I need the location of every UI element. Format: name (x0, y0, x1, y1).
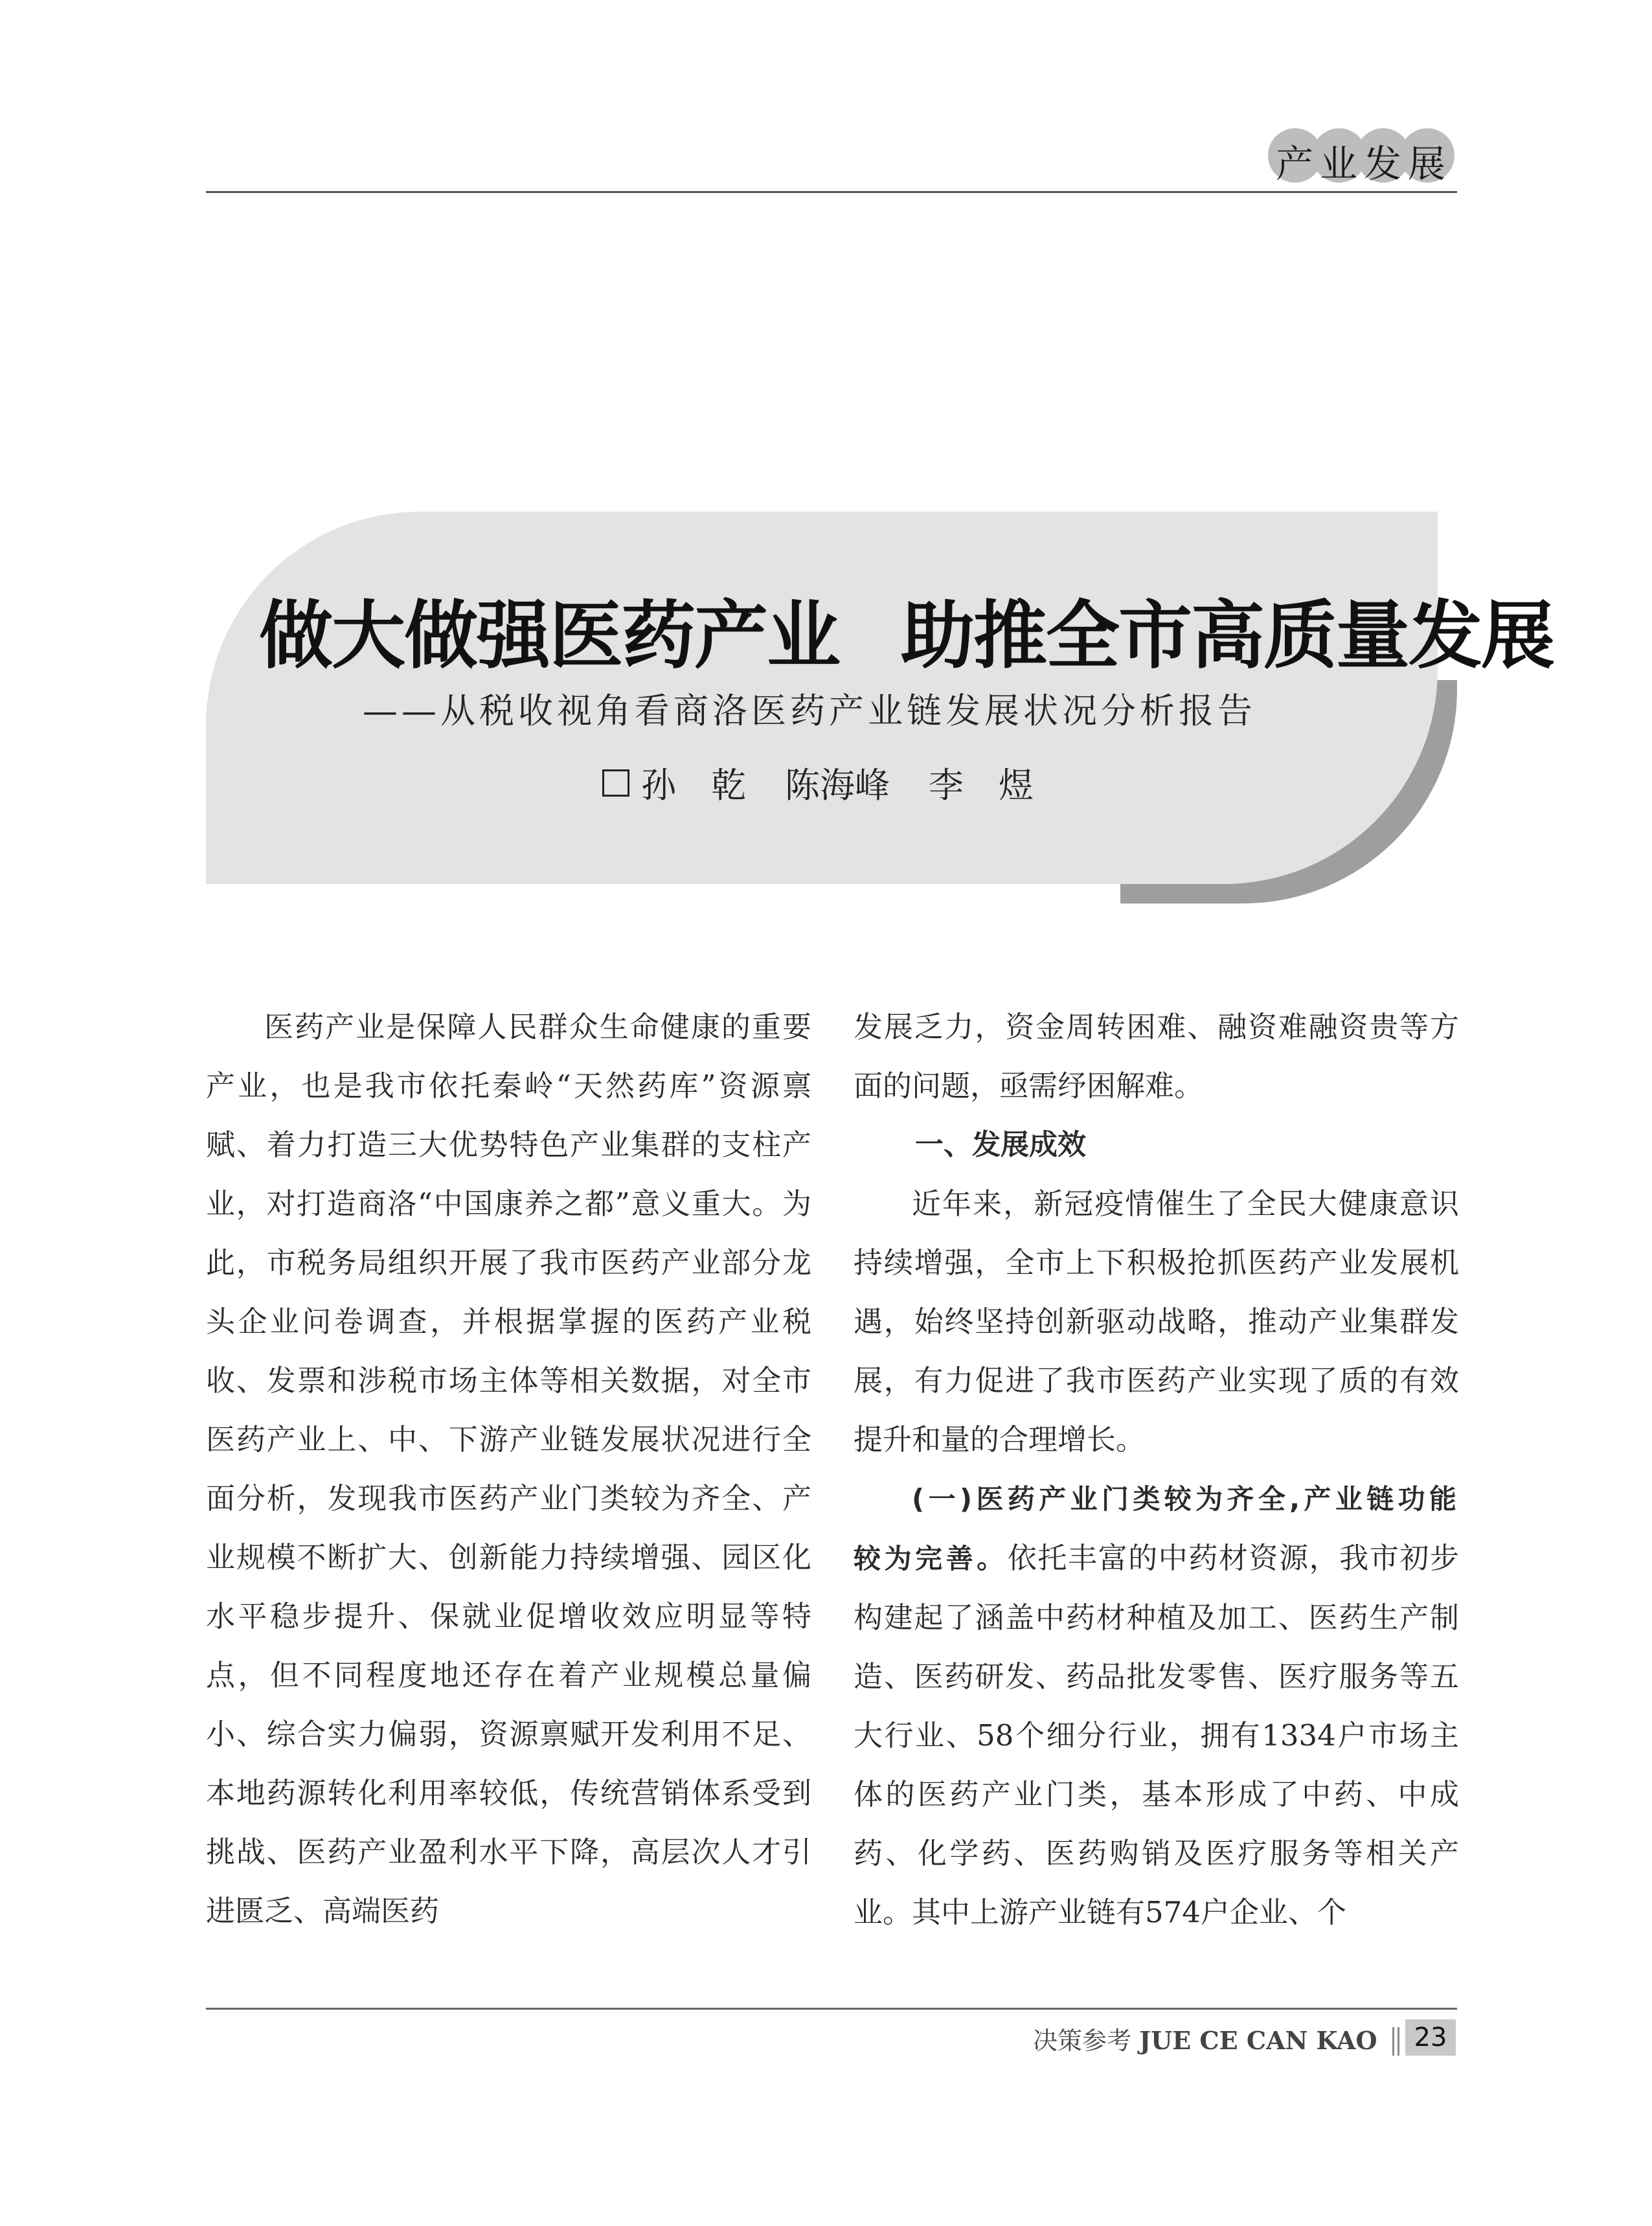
body-column-left (206, 997, 811, 1940)
author-box-icon (602, 769, 629, 797)
body-paragraph-continuation: 发展乏力，资金周转困难、融资难融资贵等方面的问题，亟需纾困解难。 (854, 1010, 1459, 1103)
article-subtitle: ——从税收视角看商洛医药产业链发展状况分析报告 (363, 690, 1256, 731)
authors-line (602, 758, 1072, 808)
journal-name-cn: 决策参考 (1033, 2027, 1132, 2055)
page-number: 23 (1405, 2019, 1456, 2056)
section-tag (1268, 123, 1456, 188)
header-rule (206, 191, 1457, 193)
journal-name (1033, 2021, 1377, 2056)
journal-name-en: JUE CE CAN KAO (1139, 2026, 1377, 2055)
subsection-lead: (一)医药产业门类较为齐全,产业链功能较为完善。 (854, 1483, 1459, 1574)
section-heading: 一、发展成效 (915, 1128, 1086, 1161)
author-name: 孙 乾 (641, 765, 746, 806)
author-name: 陈海峰 (785, 765, 890, 806)
footer-divider-icon (1392, 2027, 1401, 2056)
section-label: 产业发展 (1276, 142, 1453, 186)
subsection-text: 依托丰富的中药材资源，我市初步构建起了涵盖中药材种植及加工、医药生产制造、医药研发、药品批发零售、医疗服务等五大行业、58个细分行业，拥有1334户市场主体的医药产业门类，基本形成了中药、中成药、化学药、医药购销及医疗服务等相关产业。其中上游产业链有574户企业、个 (854, 1541, 1459, 1929)
article-title-part1: 做大做强医药产业 (259, 592, 840, 679)
body-paragraph: 医药产业是保障人民群众生命健康的重要产业，也是我市依托秦岭“天然药库”资源禀赋、着力打造三大优势特色产业集群的支柱产业，对打造商洛“中国康养之都”意义重大。为此，市税务局组织开展了我市医药产业部分龙头企业问卷调查，并根据掌握的医药产业税收、发票和涉税市场主体等相关数据，对全市医药产业上、中、下游产业链发展状况进行全面分析，发现我市医药产业门类较为齐全、产业规模不断扩大、创新能力持续增强、园区化水平稳步提升、保就业促增收效应明显等特点，但不同程度地还存在着产业规模总量偏小、综合实力偏弱，资源禀赋开发利用不足、本地药源转化利用率较低，传统营销体系受到挑战、医药产业盈利水平下降，高层次人才引进匮乏、高端医药 (206, 1010, 811, 1928)
body-paragraph: 近年来，新冠疫情催生了全民大健康意识持续增强，全市上下积极抢抓医药产业发展机遇，始终坚持创新驱动战略，推动产业集群发展，有力促进了我市医药产业实现了质的有效提升和量的合理增长。 (854, 1187, 1459, 1457)
footer-rule (206, 2008, 1457, 2010)
author-name: 李 煜 (929, 765, 1034, 806)
body-paragraph (854, 1469, 1459, 1942)
article-title-part2: 助推全市高质量发展 (901, 592, 1554, 679)
body-column-right (854, 997, 1459, 1942)
article-title (259, 576, 1554, 683)
